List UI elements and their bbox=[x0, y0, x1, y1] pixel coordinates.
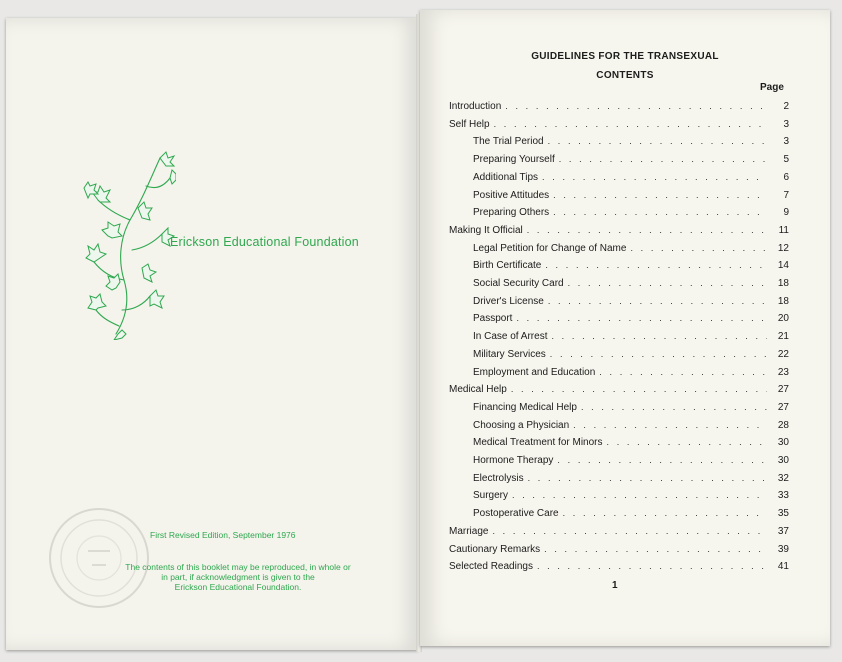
toc-entry-page: 9 bbox=[783, 207, 789, 219]
toc-entry bbox=[473, 313, 789, 327]
toc-entry-page: 14 bbox=[777, 260, 789, 272]
dot-leader bbox=[553, 207, 767, 217]
toc-entry-page: 39 bbox=[777, 543, 789, 555]
toc-entry-page: 30 bbox=[777, 437, 789, 449]
toc-entry-title: Marriage bbox=[449, 525, 489, 537]
toc-entry-page: 28 bbox=[777, 419, 789, 431]
embossed-seal bbox=[48, 507, 150, 609]
toc-entry-title: Preparing Yourself bbox=[473, 154, 555, 166]
toc-entry-page: 18 bbox=[777, 295, 789, 307]
toc-entry bbox=[449, 544, 789, 558]
dot-leader bbox=[573, 420, 767, 430]
toc-entry bbox=[473, 172, 789, 186]
dot-leader bbox=[545, 260, 767, 270]
dot-leader bbox=[528, 473, 767, 483]
foundation-name: Erickson Educational Foundation bbox=[170, 235, 359, 249]
dot-leader bbox=[512, 490, 767, 500]
toc-entry bbox=[473, 367, 789, 381]
toc-entry-page: 3 bbox=[783, 118, 789, 130]
toc-entry-title: Medical Help bbox=[449, 384, 507, 396]
dot-leader bbox=[544, 544, 767, 554]
toc-entry-page: 30 bbox=[777, 455, 789, 466]
toc-entry-title: Positive Attitudes bbox=[473, 189, 550, 201]
dot-leader bbox=[599, 367, 767, 377]
dot-leader bbox=[557, 455, 767, 465]
toc-entry-title: Making It Official bbox=[449, 224, 523, 236]
toc-entry bbox=[473, 349, 789, 363]
booklet-title: GUIDELINES FOR THE TRANSEXUAL bbox=[531, 51, 719, 62]
toc-entry bbox=[473, 473, 789, 487]
toc-entry-page: 37 bbox=[777, 525, 789, 537]
dot-leader bbox=[516, 313, 767, 323]
toc-entry-page: 21 bbox=[777, 331, 789, 343]
toc-entry-page: 18 bbox=[777, 278, 789, 289]
dot-leader bbox=[527, 225, 767, 235]
dot-leader bbox=[550, 349, 767, 359]
toc-entry-title: The Trial Period bbox=[473, 136, 544, 148]
dot-leader bbox=[494, 119, 767, 129]
toc-entry-page: 6 bbox=[783, 171, 789, 183]
toc-entry-title: Birth Certificate bbox=[473, 260, 542, 272]
toc-entry-title: Selected Readings bbox=[449, 561, 533, 573]
toc-entry-title: Surgery bbox=[473, 490, 509, 502]
toc-entry bbox=[473, 136, 789, 150]
toc-entry-page: 27 bbox=[777, 384, 789, 396]
toc-entry bbox=[473, 154, 789, 168]
toc-entry-page: 5 bbox=[783, 154, 789, 166]
toc-entry-page: 32 bbox=[777, 472, 789, 484]
toc-entry-page: 35 bbox=[777, 508, 789, 520]
dot-leader bbox=[551, 331, 767, 341]
toc-entry bbox=[449, 225, 789, 239]
toc-entry-title: Driver's License bbox=[473, 295, 544, 307]
dot-leader bbox=[537, 561, 767, 571]
edition-statement: First Revised Edition, September 1976 bbox=[150, 530, 296, 540]
toc-entry-title: Military Services bbox=[473, 348, 546, 360]
toc-entry bbox=[449, 384, 789, 398]
notice-line: in part, if acknowledgment is given to the bbox=[161, 572, 315, 582]
toc-entry-title: Additional Tips bbox=[473, 171, 539, 183]
dot-leader bbox=[568, 278, 767, 288]
dot-leader bbox=[505, 101, 767, 111]
dot-leader bbox=[548, 296, 767, 306]
toc-entry-title: Postoperative Care bbox=[473, 508, 559, 520]
toc-entry bbox=[473, 260, 789, 274]
dot-leader bbox=[607, 437, 768, 447]
page-number: 1 bbox=[612, 580, 618, 591]
toc-entry-page: 12 bbox=[777, 242, 789, 254]
toc-entry bbox=[449, 119, 789, 133]
toc-entry bbox=[449, 526, 789, 540]
notice-line: Erickson Educational Foundation. bbox=[174, 582, 302, 592]
toc-entry-title: Passport bbox=[473, 313, 513, 325]
toc-entry-title: Introduction bbox=[449, 101, 502, 112]
toc-entry-page: 22 bbox=[777, 348, 789, 360]
dot-leader bbox=[559, 154, 767, 164]
contents-heading: CONTENTS bbox=[596, 70, 654, 81]
dot-leader bbox=[630, 243, 767, 253]
toc-entry bbox=[473, 420, 789, 434]
dot-leader bbox=[511, 384, 767, 394]
toc-entry-title: Legal Petition for Change of Name bbox=[473, 242, 627, 254]
toc-entry-title: Preparing Others bbox=[473, 207, 550, 219]
toc-entry-page: 33 bbox=[777, 490, 789, 502]
toc-entry bbox=[473, 296, 789, 310]
toc-entry-title: Electrolysis bbox=[473, 472, 524, 484]
toc-entry bbox=[473, 278, 789, 292]
toc-entry-title: Self Help bbox=[449, 118, 490, 130]
toc-entry bbox=[473, 508, 789, 522]
dot-leader bbox=[492, 526, 767, 536]
toc-entry-page: 20 bbox=[777, 313, 789, 325]
ivy-vine-illustration bbox=[72, 150, 176, 340]
toc-entry bbox=[449, 561, 789, 575]
toc-entry-title: Choosing a Physician bbox=[473, 419, 570, 431]
toc-entry-page: 27 bbox=[777, 401, 789, 413]
toc-entry bbox=[473, 437, 789, 451]
toc-entry-title: Medical Treatment for Minors bbox=[473, 437, 603, 449]
dot-leader bbox=[548, 136, 767, 146]
dot-leader bbox=[581, 402, 767, 412]
toc-entry-title: Cautionary Remarks bbox=[449, 543, 541, 555]
toc-entry-page: 2 bbox=[783, 101, 789, 112]
toc-entry bbox=[473, 243, 789, 257]
toc-entry-page: 7 bbox=[783, 189, 789, 201]
toc-entry-title: Social Security Card bbox=[473, 278, 564, 289]
toc-entry-page: 41 bbox=[777, 561, 789, 573]
dot-leader bbox=[542, 172, 767, 182]
toc-entry-page: 11 bbox=[778, 224, 789, 236]
toc-entry bbox=[473, 402, 789, 416]
toc-entry bbox=[473, 490, 789, 504]
toc-entry-page: 3 bbox=[783, 136, 789, 148]
toc-entry bbox=[473, 455, 789, 469]
notice-line: The contents of this booklet may be reproduced, in whole or bbox=[125, 562, 351, 572]
toc-entry bbox=[473, 331, 789, 345]
toc-entry-page: 23 bbox=[777, 366, 789, 378]
dot-leader bbox=[563, 508, 767, 518]
toc-entry-title: In Case of Arrest bbox=[473, 331, 548, 343]
toc-entry-title: Financing Medical Help bbox=[473, 401, 577, 413]
reproduction-notice bbox=[105, 562, 371, 592]
page-column-label: Page bbox=[760, 82, 784, 93]
toc-entry bbox=[473, 190, 789, 204]
toc-entry bbox=[473, 207, 789, 221]
toc-entry-title: Hormone Therapy bbox=[473, 455, 554, 466]
dot-leader bbox=[553, 190, 767, 200]
toc-entry-title: Employment and Education bbox=[473, 366, 596, 378]
toc-entry bbox=[449, 101, 789, 115]
